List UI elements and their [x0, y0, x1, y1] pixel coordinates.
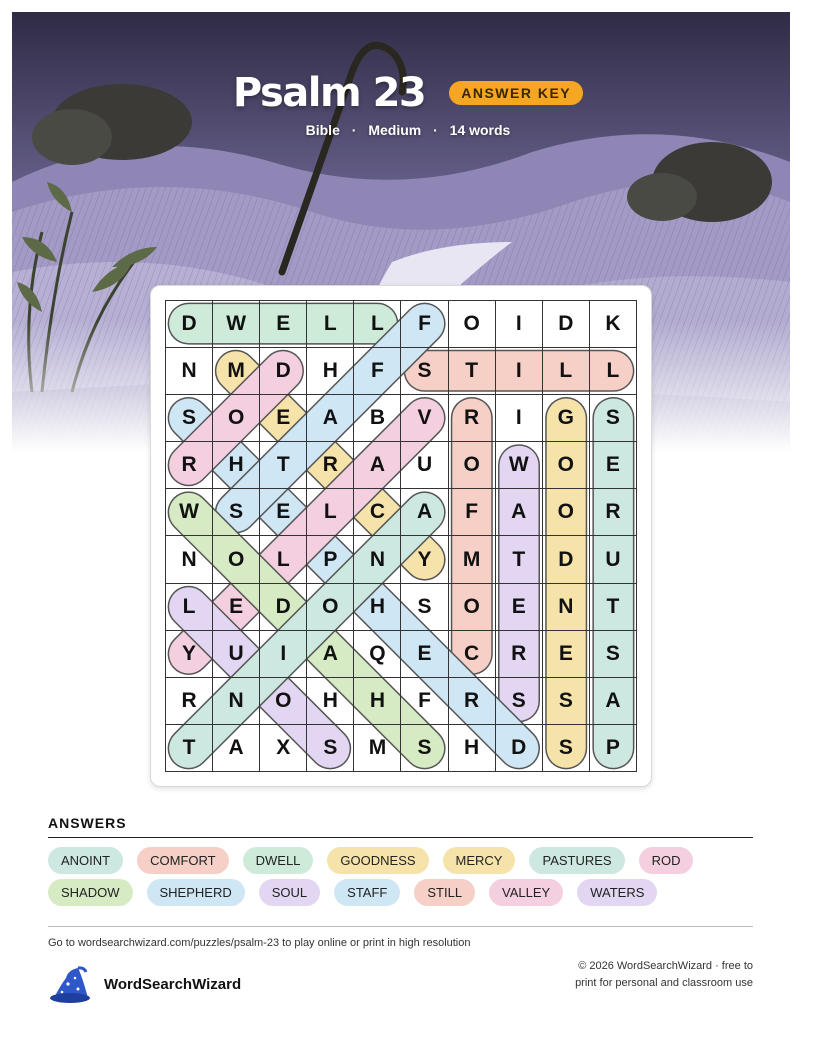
answer-chip-anoint: ANOINT	[48, 847, 123, 874]
grid-cell: D	[260, 348, 307, 395]
page-title: Psalm 23	[232, 70, 426, 116]
grid-cell: E	[260, 489, 307, 536]
grid-cell: D	[260, 584, 307, 631]
grid-cell: A	[213, 725, 260, 772]
grid-cell: R	[166, 442, 213, 489]
grid-cell: Q	[354, 631, 401, 678]
grid-cell: S	[307, 725, 354, 772]
grid-cell: M	[213, 348, 260, 395]
grid-cell: I	[496, 348, 543, 395]
grid-cell: N	[166, 536, 213, 583]
answer-chip-goodness: GOODNESS	[327, 847, 428, 874]
answer-chip-waters: WATERS	[577, 879, 657, 906]
grid-cell: Y	[166, 631, 213, 678]
grid-cell: D	[543, 301, 590, 348]
answer-chip-comfort: COMFORT	[137, 847, 228, 874]
answer-chip-still: STILL	[414, 879, 475, 906]
grid-cell: H	[307, 348, 354, 395]
grid-cell: R	[496, 631, 543, 678]
grid-cell: L	[307, 301, 354, 348]
answer-chip-valley: VALLEY	[489, 879, 563, 906]
grid-cell: N	[354, 536, 401, 583]
difficulty-label: Medium	[368, 122, 422, 138]
grid-cell: E	[260, 395, 307, 442]
grid-cell: H	[307, 678, 354, 725]
grid-cell: S	[401, 348, 448, 395]
grid-cell: U	[590, 536, 637, 583]
letter-grid	[165, 300, 637, 772]
grid-cell: U	[401, 442, 448, 489]
answer-list	[48, 847, 753, 906]
grid-cell: S	[166, 395, 213, 442]
answer-chip-shadow: SHADOW	[48, 879, 133, 906]
separator-dot: ·	[433, 122, 438, 138]
grid-cell: S	[496, 678, 543, 725]
grid-cell: E	[543, 631, 590, 678]
grid-cell: M	[449, 536, 496, 583]
grid-cell: L	[590, 348, 637, 395]
copyright-text: © 2026 WordSearchWizard · free to print for personal and classroom use	[575, 960, 753, 989]
grid-cell: U	[213, 631, 260, 678]
word-count-label: 14 words	[449, 122, 511, 138]
grid-cell: T	[166, 725, 213, 772]
category-label: Bible	[305, 122, 340, 138]
grid-cell: H	[354, 678, 401, 725]
grid-cell: O	[260, 678, 307, 725]
grid-cell: E	[213, 584, 260, 631]
grid-cell: A	[496, 489, 543, 536]
grid-cell: S	[401, 725, 448, 772]
grid-cell: A	[401, 489, 448, 536]
grid-cell: S	[590, 395, 637, 442]
answer-chip-shepherd: SHEPHERD	[147, 879, 245, 906]
grid-cell: L	[307, 489, 354, 536]
grid-cell: X	[260, 725, 307, 772]
grid-cell: C	[354, 489, 401, 536]
grid-cell: R	[307, 442, 354, 489]
puzzle-grid-container	[165, 300, 637, 772]
brand-name: WordSearchWizard	[104, 975, 242, 993]
grid-cell: O	[213, 395, 260, 442]
grid-cell: B	[354, 395, 401, 442]
grid-cell: Y	[401, 536, 448, 583]
grid-cell: N	[166, 348, 213, 395]
grid-cell: O	[543, 442, 590, 489]
grid-cell: A	[307, 631, 354, 678]
answer-chip-dwell: DWELL	[243, 847, 314, 874]
grid-cell: A	[307, 395, 354, 442]
grid-cell: T	[260, 442, 307, 489]
grid-cell: F	[354, 348, 401, 395]
wizard-hat-icon	[48, 964, 92, 1004]
grid-cell: S	[543, 725, 590, 772]
grid-cell: P	[307, 536, 354, 583]
answers-heading: ANSWERS	[48, 815, 127, 831]
grid-cell: F	[449, 489, 496, 536]
grid-cell: H	[213, 442, 260, 489]
grid-cell: R	[449, 678, 496, 725]
grid-cell: A	[354, 442, 401, 489]
grid-cell: O	[543, 489, 590, 536]
grid-cell: D	[543, 536, 590, 583]
separator-dot: ·	[351, 122, 357, 138]
grid-cell: F	[401, 678, 448, 725]
grid-cell: W	[496, 442, 543, 489]
grid-cell: O	[449, 584, 496, 631]
grid-cell: L	[166, 584, 213, 631]
brand	[48, 964, 241, 1004]
grid-cell: M	[354, 725, 401, 772]
grid-cell: P	[590, 725, 637, 772]
grid-cell: O	[213, 536, 260, 583]
puzzle-meta	[0, 122, 816, 138]
grid-cell: S	[401, 584, 448, 631]
grid-cell: E	[590, 442, 637, 489]
grid-cell: O	[307, 584, 354, 631]
grid-cell: E	[260, 301, 307, 348]
grid-cell: E	[496, 584, 543, 631]
grid-cell: O	[449, 442, 496, 489]
grid-cell: L	[543, 348, 590, 395]
divider	[48, 837, 753, 838]
answer-chip-mercy: MERCY	[443, 847, 516, 874]
grid-cell: S	[213, 489, 260, 536]
grid-cell: E	[401, 631, 448, 678]
grid-cell: W	[213, 301, 260, 348]
grid-cell: T	[449, 348, 496, 395]
grid-cell: R	[166, 678, 213, 725]
answer-chip-soul: SOUL	[259, 879, 320, 906]
title-row	[0, 70, 816, 116]
grid-cell: I	[496, 395, 543, 442]
grid-cell: R	[590, 489, 637, 536]
answer-chip-staff: STAFF	[334, 879, 400, 906]
grid-cell: C	[449, 631, 496, 678]
answer-key-badge: ANSWER KEY	[449, 81, 583, 105]
grid-cell: G	[543, 395, 590, 442]
grid-cell: I	[496, 301, 543, 348]
grid-cell: O	[449, 301, 496, 348]
grid-cell: N	[213, 678, 260, 725]
divider	[48, 926, 753, 927]
grid-cell: F	[401, 301, 448, 348]
grid-cell: R	[449, 395, 496, 442]
grid-cell: S	[543, 678, 590, 725]
grid-cell: I	[260, 631, 307, 678]
grid-cell: T	[590, 584, 637, 631]
grid-cell: N	[543, 584, 590, 631]
grid-cell: L	[260, 536, 307, 583]
grid-cell: A	[590, 678, 637, 725]
grid-cell: H	[449, 725, 496, 772]
grid-cell: D	[496, 725, 543, 772]
grid-cell: V	[401, 395, 448, 442]
grid-cell: H	[354, 584, 401, 631]
grid-cell: L	[354, 301, 401, 348]
grid-cell: K	[590, 301, 637, 348]
answer-chip-rod: ROD	[639, 847, 694, 874]
grid-cell: D	[166, 301, 213, 348]
online-link-text: Go to wordsearchwizard.com/puzzles/psalm-23 to play online or print in high resolution	[48, 937, 471, 949]
answer-chip-pastures: PASTURES	[529, 847, 624, 874]
grid-cell: S	[590, 631, 637, 678]
grid-cell: T	[496, 536, 543, 583]
grid-cell: W	[166, 489, 213, 536]
